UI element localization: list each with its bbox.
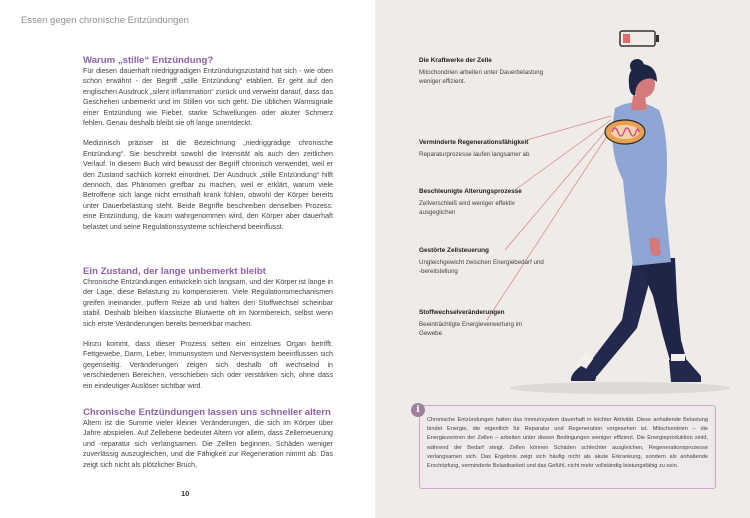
- ground-shadow: [510, 382, 730, 394]
- paragraph: Chronische Entzündungen entwickeln sich langsam, und der Körper ist lange in der Lage, diese Belastung zu kompensieren. Viele Regulationsmechanismen greifen ineinander, puffern Reize ab und halten den Stoffwechsel scheinbar stabil. Deshalb bleiben klassische Blutwerte oft im Normbereich, selbst wenn sich erste Veränderungen bereits bemerkbar machen.: [83, 278, 333, 328]
- paragraph: Hinzu kommt, dass dieser Prozess selten ein einzelnes Organ betrifft. Fettgewebe, Darm, Leber, Immunsystem und Nervensystem beeinflussen sich gegenseitig. Veränderungen zeigen sich deshalb oft wechselnd in verschiedenen Bereichen, verschieben sich oder verstärken sich, ohne dass ein eindeutiger Auslöser sichtbar wird.: [83, 340, 333, 390]
- label-text: Reparaturprozesse laufen langsamer ab: [419, 151, 530, 158]
- info-icon: i: [411, 403, 425, 417]
- neck: [631, 96, 647, 110]
- label-text: Mitochondrien arbeiten unter Dauerbelastung weniger effizient.: [419, 69, 544, 85]
- hair-bun: [630, 59, 644, 73]
- front-sock: [671, 354, 685, 361]
- paragraph: Medizinisch präziser ist die Bezeichnung „niedriggradige chronische Entzündung“. Sie beschreibt sowohl die Intensität als auch den zeitlichen Verlauf. In diesem Buch wird bewusst der Begriff chronisch verwendet, weil er den Zustand sachlich korrekt einordnet. Der Ausdruck „stille Entzündung“ hilft dennoch, das Phänomen greifbar zu machen, weil er erklärt, warum viele Betroffene sich lange nicht ernsthaft krank fühlen, obwohl der Körper bereits unter Dauerbelastung steht. Beide Begriffe beschreiben denselben Prozess: eine Entzündung, die kaum wahrgenommen wird, den Körper aber dauerhaft belastet und seine Regulationssysteme schleichend beeinflusst.: [83, 139, 333, 231]
- label-title: Gestörte Zellsteuerung: [419, 247, 489, 254]
- heading-aging: Chronische Entzündungen lassen uns schneller altern: [83, 407, 331, 418]
- paragraph: Für diesen dauerhaft niedriggradigen Entzündungszustand hat sich - wie oben schon erwähnt - der Begriff „stille Entzündung“ etabliert. Er geht auf den englischen Ausdruck „silent inflammation“ zurück und verweist darauf, dass das Geschehen unbemerkt und im Stillen vor sich geht. Die üblichen Warnsignale einer Entzündung wie Fieber, starke Schwellungen oder akuter Schmerz fehlen. Genau deshalb bleibt sie oft lange unentdeckt.: [83, 67, 333, 128]
- label-title: Verminderte Regenerationsfähigkeit: [419, 139, 529, 146]
- heading-why-silent: Warum „stille“ Entzündung?: [83, 55, 214, 66]
- section-aging: [83, 407, 333, 470]
- label-text: Beeinträchtigte Energieverwertung im Gewebe: [419, 321, 523, 337]
- section-why-silent: [83, 55, 333, 232]
- label-cell-power: [419, 56, 544, 86]
- front-leg: [637, 258, 687, 364]
- label-aging: [419, 187, 544, 217]
- info-box-text: Chronische Entzündungen halten das Immunsystem dauerhaft in leichter Aktivität. Diese anhaltende Belastung bindet Energie, die eigentlich für Reparatur und Regeneration vorgesehen ist. Mitochondrien – die Energiezentren der Zellen – arbeiten unter diesen Bedingungen weniger effizient. Die Energieproduktion sinkt, während der Bedarf steigt. Zellen können Schäden schlechter ausgleichen, Regenerationsprozesse verlangsamen sich. Das Ergebnis zeigt sich häufig nicht als akute Erkrankung, sondern als anhaltende Erschöpfung, verminderte Belastbarkeit und das Gefühl, nicht mehr vollständig leistungsfähig zu sein.: [427, 417, 708, 470]
- info-box: [419, 405, 716, 489]
- label-regeneration: [419, 138, 544, 159]
- label-cell-control: [419, 246, 544, 276]
- heading-unnoticed: Ein Zustand, der lange unbemerkt bleibt: [83, 266, 266, 277]
- label-title: Die Kraftwerke der Zelle: [419, 57, 492, 64]
- label-metabolism: [419, 308, 544, 338]
- back-leg: [585, 262, 653, 376]
- running-header: Essen gegen chronische Entzündungen: [21, 15, 189, 26]
- label-text: Ungleichgewicht zwischen Energiebedarf und -bereitstellung: [419, 259, 544, 275]
- section-unnoticed: [83, 266, 333, 391]
- low-battery-icon: [620, 31, 659, 46]
- label-title: Beschleunigte Alterungsprozesse: [419, 188, 522, 195]
- label-text: Zellverschleiß wird weniger effektiv ausgeglichen: [419, 200, 515, 216]
- label-title: Stoffwechselveränderungen: [419, 309, 505, 316]
- mitochondrion-icon: [605, 120, 645, 144]
- front-shoe: [669, 360, 701, 382]
- paragraph: Altern ist die Summe vieler kleiner Veränderungen, die sich im Körper über Jahre abspielen. Auf Zellebene bedeutet Altern vor allem, dass Zellerneuerung und -reparatur sich verlangsamen. Die Zellen beginnen, Schäden weniger zuverlässig auszugleichen, und die Fähigkeit zur Regeneration nimmt ab. Das zeigt sich nicht als plötzlicher Bruch,: [83, 419, 333, 469]
- page-number: 10: [181, 489, 190, 498]
